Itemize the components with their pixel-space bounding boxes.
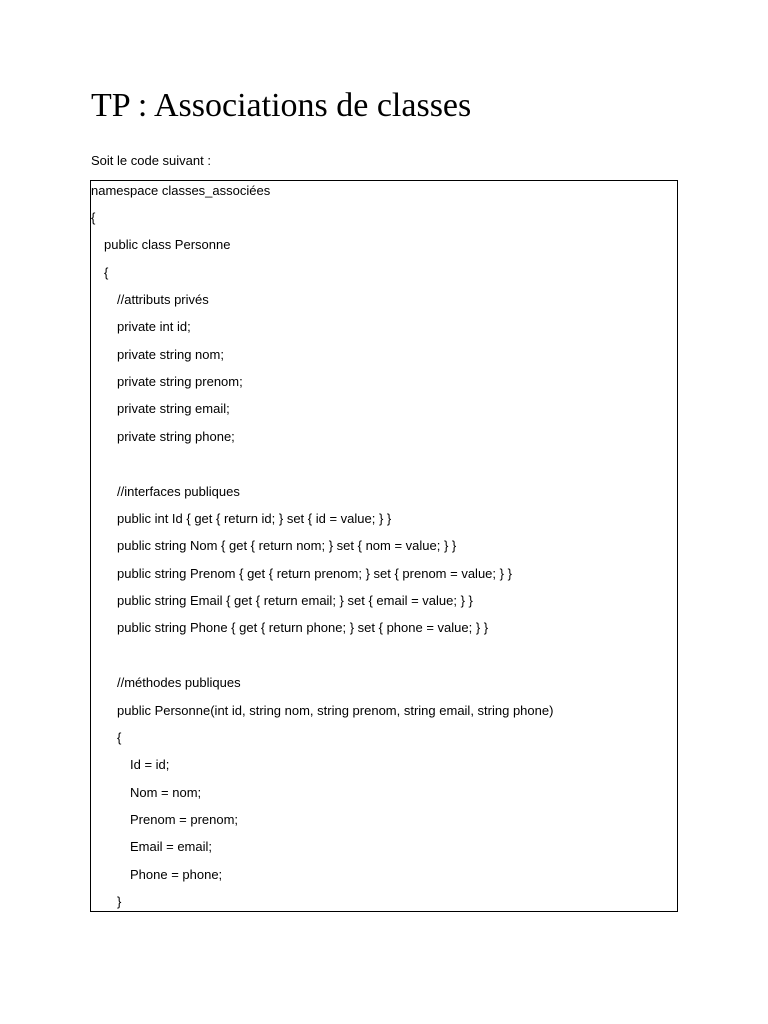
code-line: private string phone; xyxy=(117,429,235,444)
code-line: //attributs privés xyxy=(117,292,209,307)
code-line: private int id; xyxy=(117,319,191,334)
code-line: public string Phone { get { return phone; } set { phone = value; } } xyxy=(117,620,489,635)
code-line: public string Prenom { get { return prenom; } set { prenom = value; } } xyxy=(117,566,512,581)
code-block xyxy=(90,180,678,912)
code-line: Phone = phone; xyxy=(130,867,223,882)
code-line: public class Personne xyxy=(104,237,231,252)
code-line: { xyxy=(91,210,96,225)
code-line: public Personne(int id, string nom, string prenom, string email, string phone) xyxy=(117,703,554,718)
page-title: TP : Associations de classes xyxy=(91,87,472,124)
code-line: { xyxy=(117,730,122,745)
code-line: //méthodes publiques xyxy=(117,675,241,690)
code-line: private string email; xyxy=(117,401,230,416)
code-line: public string Nom { get { return nom; } set { nom = value; } } xyxy=(117,538,457,553)
code-line: namespace classes_associées xyxy=(91,183,271,198)
code-line: } xyxy=(117,894,122,909)
code-line: //interfaces publiques xyxy=(117,484,240,499)
code-line: public int Id { get { return id; } set { id = value; } } xyxy=(117,511,392,526)
code-line: Email = email; xyxy=(130,839,212,854)
code-line: private string prenom; xyxy=(117,374,243,389)
code-line: public string Email { get { return email; } set { email = value; } } xyxy=(117,593,473,608)
code-line: Id = id; xyxy=(130,757,170,772)
code-line: private string nom; xyxy=(117,347,224,362)
code-line: Nom = nom; xyxy=(130,785,202,800)
code-line: Prenom = prenom; xyxy=(130,812,239,827)
intro-text: Soit le code suivant : xyxy=(91,153,211,168)
code-line: { xyxy=(104,265,109,280)
